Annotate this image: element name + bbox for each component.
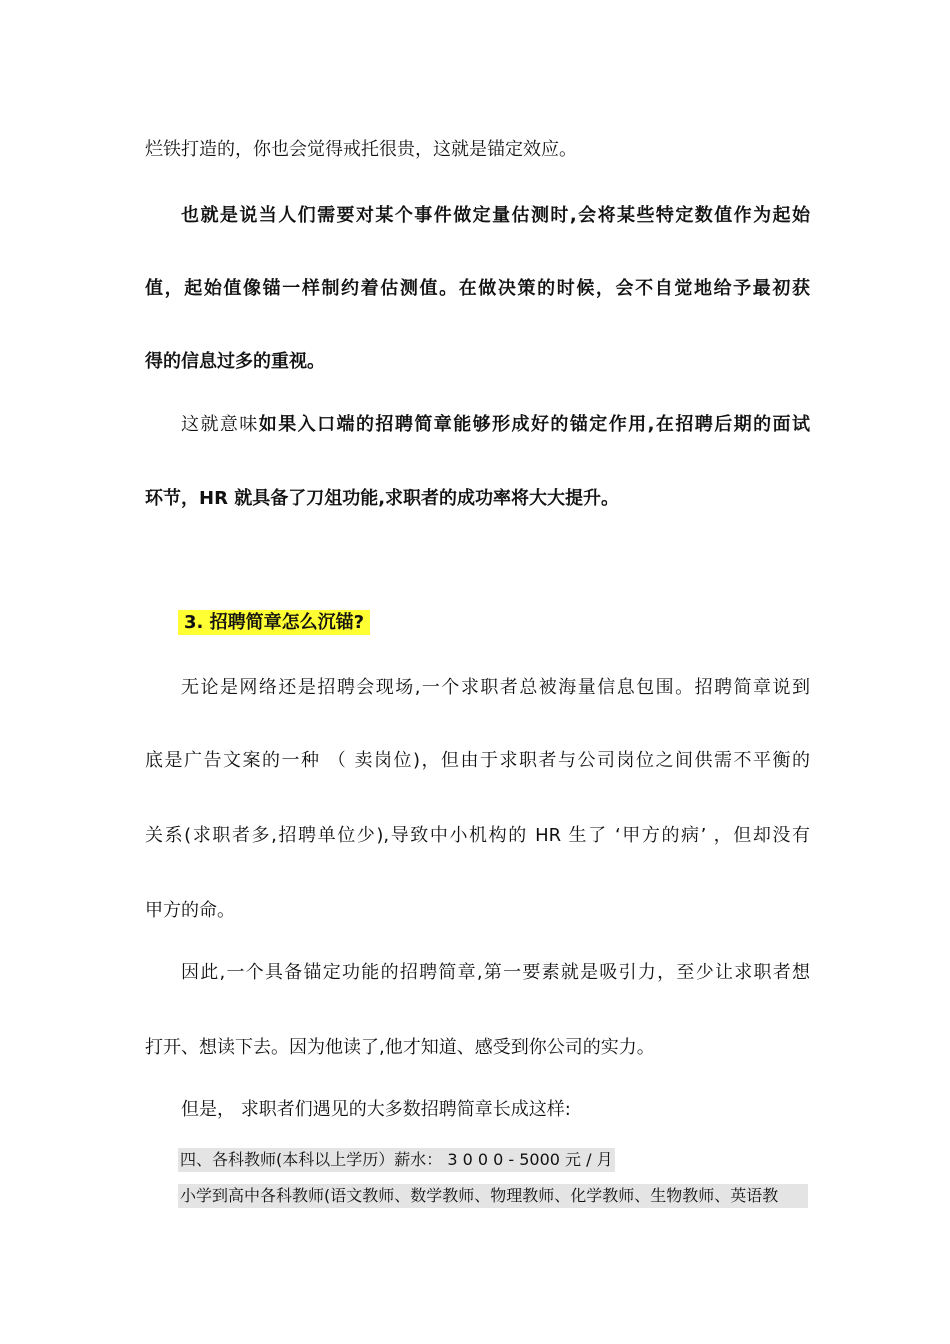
paragraph-line: 无论是网络还是招聘会现场,一个求职者总被海量信息包围。招聘简章说到 (181, 677, 810, 698)
paragraph-line: 值，起始值像锚一样制约着估测值。在做决策的时候，会不自觉地给予最初获 (145, 278, 810, 299)
section-heading (178, 610, 370, 636)
paragraph-line: 关系(求职者多,招聘单位少),导致中小机构的 HR 生了 ‘甲方的病’ ，但却没有 (145, 825, 810, 846)
quoted-listing-line: 四、各科教师(本科以上学历）薪水： 3 0 0 0 - 5000 元 / 月 (178, 1148, 615, 1172)
paragraph-emphasis: 如果入口端的招聘简章能够形成好的锚定作用,在招聘后期的面试 (258, 414, 810, 435)
paragraph-line: 环节，HR 就具备了刀俎功能,求职者的成功率将大大提升。 (145, 488, 620, 509)
quoted-listing-line: 小学到高中各科教师(语文教师、数学教师、物理教师、化学教师、生物教师、英语教 (178, 1184, 808, 1208)
paragraph-line (181, 412, 810, 438)
paragraph-text: 这就意味 (181, 414, 259, 435)
paragraph-line: 底是广告文案的一种 （ 卖岗位)，但由于求职者与公司岗位之间供需不平衡的 (145, 750, 810, 771)
paragraph-line: 打开、想读下去。因为他读了,他才知道、感受到你公司的实力。 (145, 1037, 655, 1058)
paragraph-line: 得的信息过多的重视。 (145, 351, 325, 372)
paragraph-line: 甲方的命。 (145, 900, 235, 921)
paragraph-line: 烂铁打造的，你也会觉得戒托很贵，这就是锚定效应。 (145, 139, 577, 160)
paragraph-line: 但是， 求职者们遇见的大多数招聘简章长成这样: (181, 1099, 571, 1120)
paragraph-line: 因此,一个具备锚定功能的招聘简章,第一要素就是吸引力，至少让求职者想 (181, 962, 810, 983)
section-heading-text: 3. 招聘简章怎么沉锚? (178, 610, 370, 635)
paragraph-line: 也就是说当人们需要对某个事件做定量估测时,会将某些特定数值作为起始 (181, 205, 810, 226)
